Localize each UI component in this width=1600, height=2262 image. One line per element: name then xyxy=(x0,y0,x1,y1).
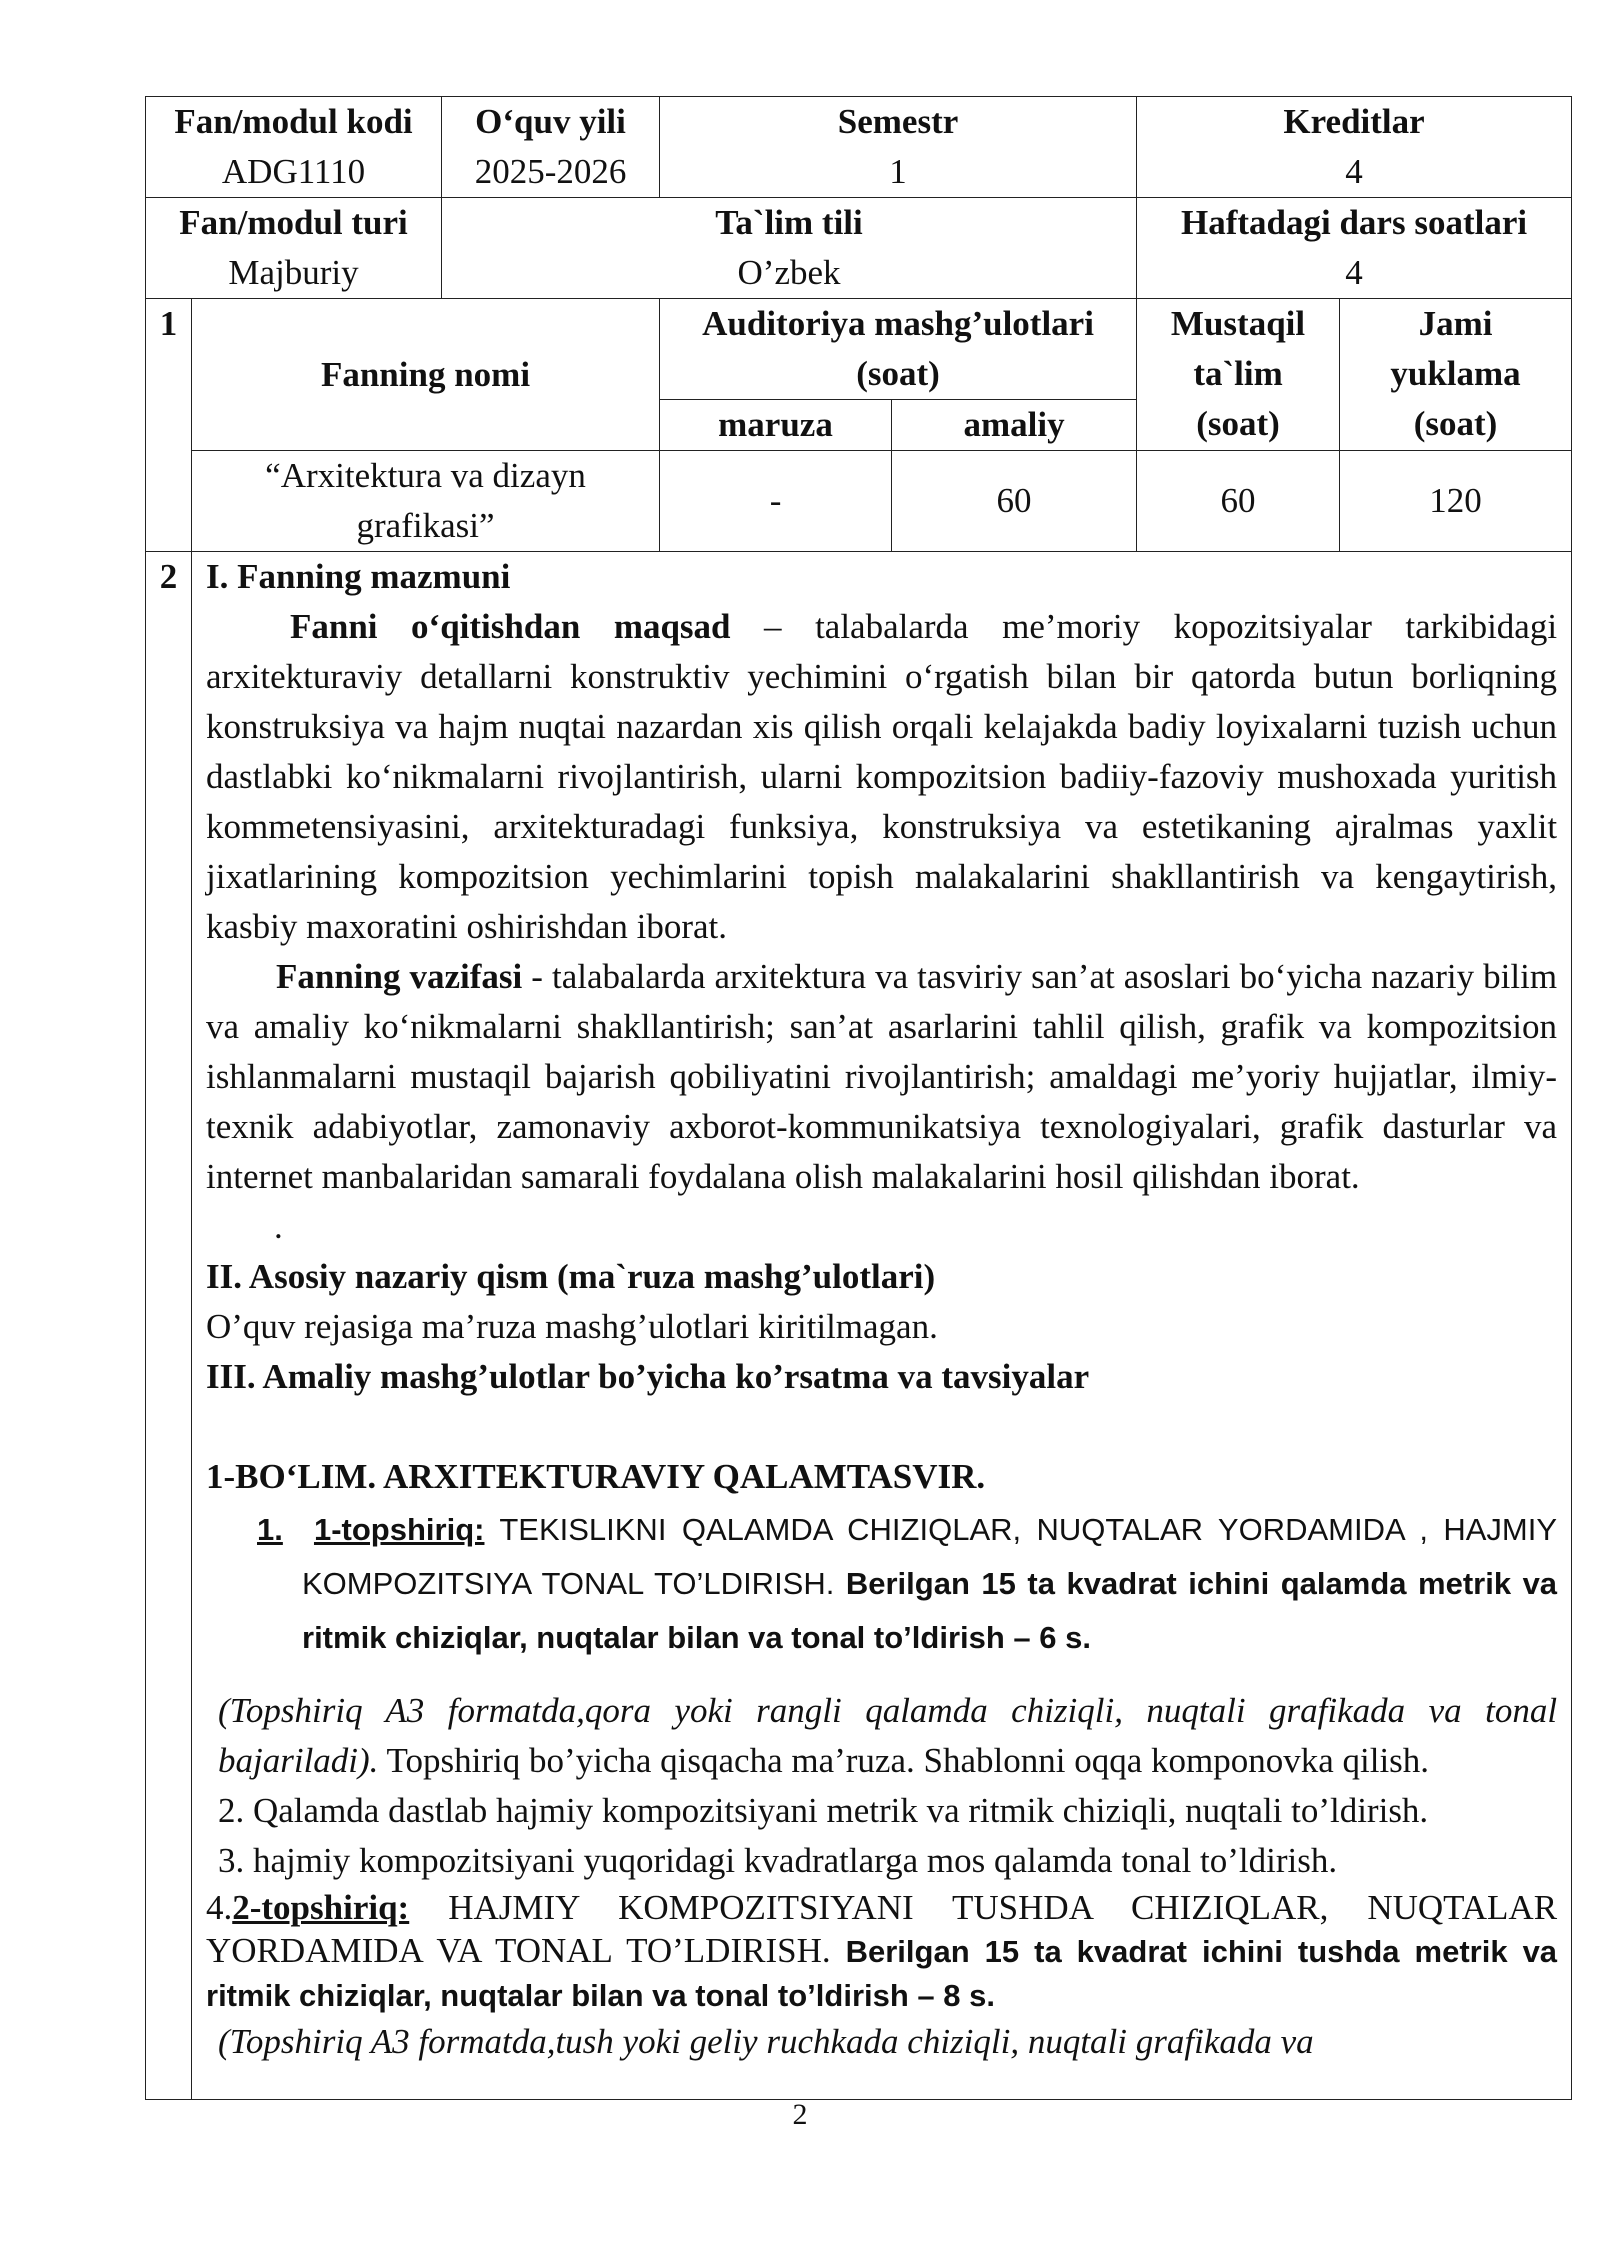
row-number-2 xyxy=(146,552,192,2100)
credits-value: 4 xyxy=(1345,152,1363,191)
cell-independent-value xyxy=(1137,451,1340,552)
cell-language xyxy=(442,198,1137,299)
task-item-3: 3. hajmiy kompozitsiyani yuqoridagi kvadratlarga mos qalamda tonal to’ldirish. xyxy=(218,1841,1338,1880)
task-2-number: 4. xyxy=(206,1888,233,1927)
part-1-title: 1-BO‘LIM. ARXITEKTURAVIY QALAMTASVIR. xyxy=(206,1457,986,1496)
stray-dot: . xyxy=(274,1207,283,1246)
lectures-note: O’quv rejasiga ma’ruza mashg’ulotlari kiritilmagan. xyxy=(206,1307,938,1346)
task-item-2: 2. Qalamda dastlab hajmiy kompozitsiyani metrik va ritmik chiziqli, nuqtali to’ldirish. xyxy=(218,1791,1429,1830)
goal-text: – talabalarda me’moriy kopozitsiyalar tarkibidagi arxitekturaviy detallarni konstruktiv yechimini o‘rgatish bilan bir qatorda butun borliqning konstruksiya va hajm nuqtai nazardan xis qilish orqali kelajakda badiy loyixalarni tuzish uchun dastlabki ko‘nikmalarni rivojlantirish, ularni kompozitsion badiiy-fazoviy mushoxada yuritish kommetensiyasini, arxitekturadagi funksiya, konstruksiya va estetikaning ajralmas yaxlit jixatlarining kompozitsion yechimlarini topish malakalarini shakllantirish va kengaytirish, kasbiy maxoratini oshirishdan iborat. xyxy=(206,607,1558,946)
task-1-note xyxy=(206,1686,1557,1786)
task-1-note-format: (Topshiriq A3 formatda,qora yoki rangli qalamda chiziqli, nuqtali grafikada va tonal bajariladi). xyxy=(218,1691,1558,1780)
tasks-text: - talabalarda arxitektura va tasviriy san’at asoslari bo‘yicha nazariy bilim va amaliy ko‘nikmalarni shakllantirish; san’at asarlarini tahlil qilish, grafik va kompozitsion ishlanmalarni mustaqil bajarish qobiliyatini rivojlantirish; amaldagi me’yoriy hujjatlar, ilmiy-texnik adabiyotlar, zamonaviy axborot-kommunikatsiya texnologiyalari, grafik dasturlar va internet manbalaridan samarali foydalana olish malakalarini hosil qilishdan iborat. xyxy=(206,957,1558,1196)
lecture-header: maruza xyxy=(718,405,833,444)
total-hours-value: 120 xyxy=(1429,481,1482,520)
module-type-value: Majburiy xyxy=(228,253,359,292)
cell-practical-header xyxy=(892,400,1137,451)
cell-academic-year xyxy=(442,97,660,198)
cell-subject-name-header xyxy=(192,299,660,451)
spacer xyxy=(206,1664,1557,1686)
task-1 xyxy=(206,1502,1557,1664)
independent-header-line1: Mustaqil xyxy=(1170,304,1306,343)
row-load-header-a xyxy=(146,299,1572,400)
cell-content xyxy=(192,552,1572,2100)
cell-total-header xyxy=(1340,299,1572,451)
semester-value: 1 xyxy=(889,152,907,191)
semester-header: Semestr xyxy=(837,102,959,141)
cell-module-type xyxy=(146,198,442,299)
task-1-number: 1. xyxy=(257,1512,283,1547)
total-header-line3: (soat) xyxy=(1413,404,1498,443)
row-number-label: 2 xyxy=(159,557,178,596)
row-course-info xyxy=(146,97,1572,198)
module-type-header: Fan/modul turi xyxy=(179,203,408,242)
cell-credits xyxy=(1137,97,1572,198)
page-number: 2 xyxy=(792,2098,808,2131)
cell-lecture-header xyxy=(660,400,892,451)
section-title-3: III. Amaliy mashg’ulotlar bo’yicha ko’rsatma va tavsiyalar xyxy=(206,1357,1090,1396)
task-2 xyxy=(206,1886,1557,2017)
cell-subject-name xyxy=(192,451,660,552)
weekly-hours-value: 4 xyxy=(1345,253,1363,292)
course-code-value: ADG1110 xyxy=(221,152,366,191)
row-course-type xyxy=(146,198,1572,299)
spacer xyxy=(206,1402,1557,1452)
academic-year-value: 2025-2026 xyxy=(474,152,627,191)
academic-year-header: O‘quv yili xyxy=(475,102,626,141)
goal-label: Fanni o‘qitishdan maqsad xyxy=(290,607,731,646)
practical-header: amaliy xyxy=(963,405,1065,444)
row-content xyxy=(146,552,1572,2100)
goal-paragraph xyxy=(206,602,1557,952)
weekly-hours-header: Haftadagi dars soatlari xyxy=(1180,203,1528,242)
subject-name-line1: “Arxitektura va dizayn xyxy=(265,456,586,495)
lecture-hours-value: - xyxy=(769,481,782,520)
course-code-header: Fan/modul kodi xyxy=(174,102,413,141)
cell-weekly-hours xyxy=(1137,198,1572,299)
tasks-label: Fanning vazifasi xyxy=(276,957,523,996)
task-2-label: 2-topshiriq: xyxy=(232,1888,410,1927)
cell-lecture-value xyxy=(660,451,892,552)
language-value: O’zbek xyxy=(737,253,841,292)
cell-practical-value xyxy=(892,451,1137,552)
cell-total-value xyxy=(1340,451,1572,552)
row-number-1 xyxy=(146,299,192,552)
independent-header-line3: (soat) xyxy=(1196,404,1280,443)
task-1-title: TEKISLIKNI QALAMDA CHIZIQLAR, NUQTALAR YORDAMIDA , HAJMIY KOMPOZITSIYA TONAL TO’LDIRISH. xyxy=(302,1512,1558,1601)
independent-hours-value: 60 xyxy=(1220,481,1256,520)
credits-header: Kreditlar xyxy=(1283,102,1425,141)
independent-header-line2: ta`lim xyxy=(1193,354,1283,393)
task-2-title: HAJMIY KOMPOZITSIYANI TUSHDA CHIZIQLAR, NUQTALAR YORDAMIDA VA TONAL TO’LDIRISH. xyxy=(206,1888,1558,1970)
section-title-2: II. Asosiy nazariy qism (ma`ruza mashg’ulotlari) xyxy=(206,1257,936,1296)
cell-auditorium-header xyxy=(660,299,1137,400)
cell-independent-header xyxy=(1137,299,1340,451)
task-1-note-text: Topshiriq bo’yicha qisqacha ma’ruza. Shablonni oqqa komponovka qilish. xyxy=(378,1741,1430,1780)
language-header: Ta`lim tili xyxy=(715,203,863,242)
total-header-line1: Jami xyxy=(1418,304,1493,343)
subject-name-line2: grafikasi” xyxy=(356,506,495,545)
task-2-description: Berilgan 15 ta kvadrat ichini tushda metrik va ritmik chiziqlar, nuqtalar bilan va tonal to’ldirish – 8 s. xyxy=(206,1934,1558,2013)
row-number-label: 1 xyxy=(159,304,178,343)
task-2-note: (Topshiriq A3 formatda,tush yoki geliy ruchkada chiziqli, nuqtali grafikada va xyxy=(218,2022,1314,2061)
practical-hours-value: 60 xyxy=(996,481,1032,520)
cell-semester xyxy=(660,97,1137,198)
auditorium-header-line1: Auditoriya mashg’ulotlari xyxy=(702,304,1094,343)
cell-course-code xyxy=(146,97,442,198)
subject-name-header: Fanning nomi xyxy=(320,354,531,394)
content-body xyxy=(192,552,1571,2067)
task-1-description: Berilgan 15 ta kvadrat ichini qalamda metrik va ritmik chiziqlar, nuqtalar bilan va tonal to’ldirish – 6 s. xyxy=(302,1566,1558,1655)
task-1-label: 1-topshiriq: xyxy=(313,1512,485,1547)
curriculum-table xyxy=(145,96,1572,2100)
auditorium-header-line2: (soat) xyxy=(856,354,940,393)
section-title-1: I. Fanning mazmuni xyxy=(206,557,511,596)
total-header-line2: yuklama xyxy=(1390,354,1521,393)
row-load-values xyxy=(146,451,1572,552)
tasks-paragraph xyxy=(206,952,1557,1202)
